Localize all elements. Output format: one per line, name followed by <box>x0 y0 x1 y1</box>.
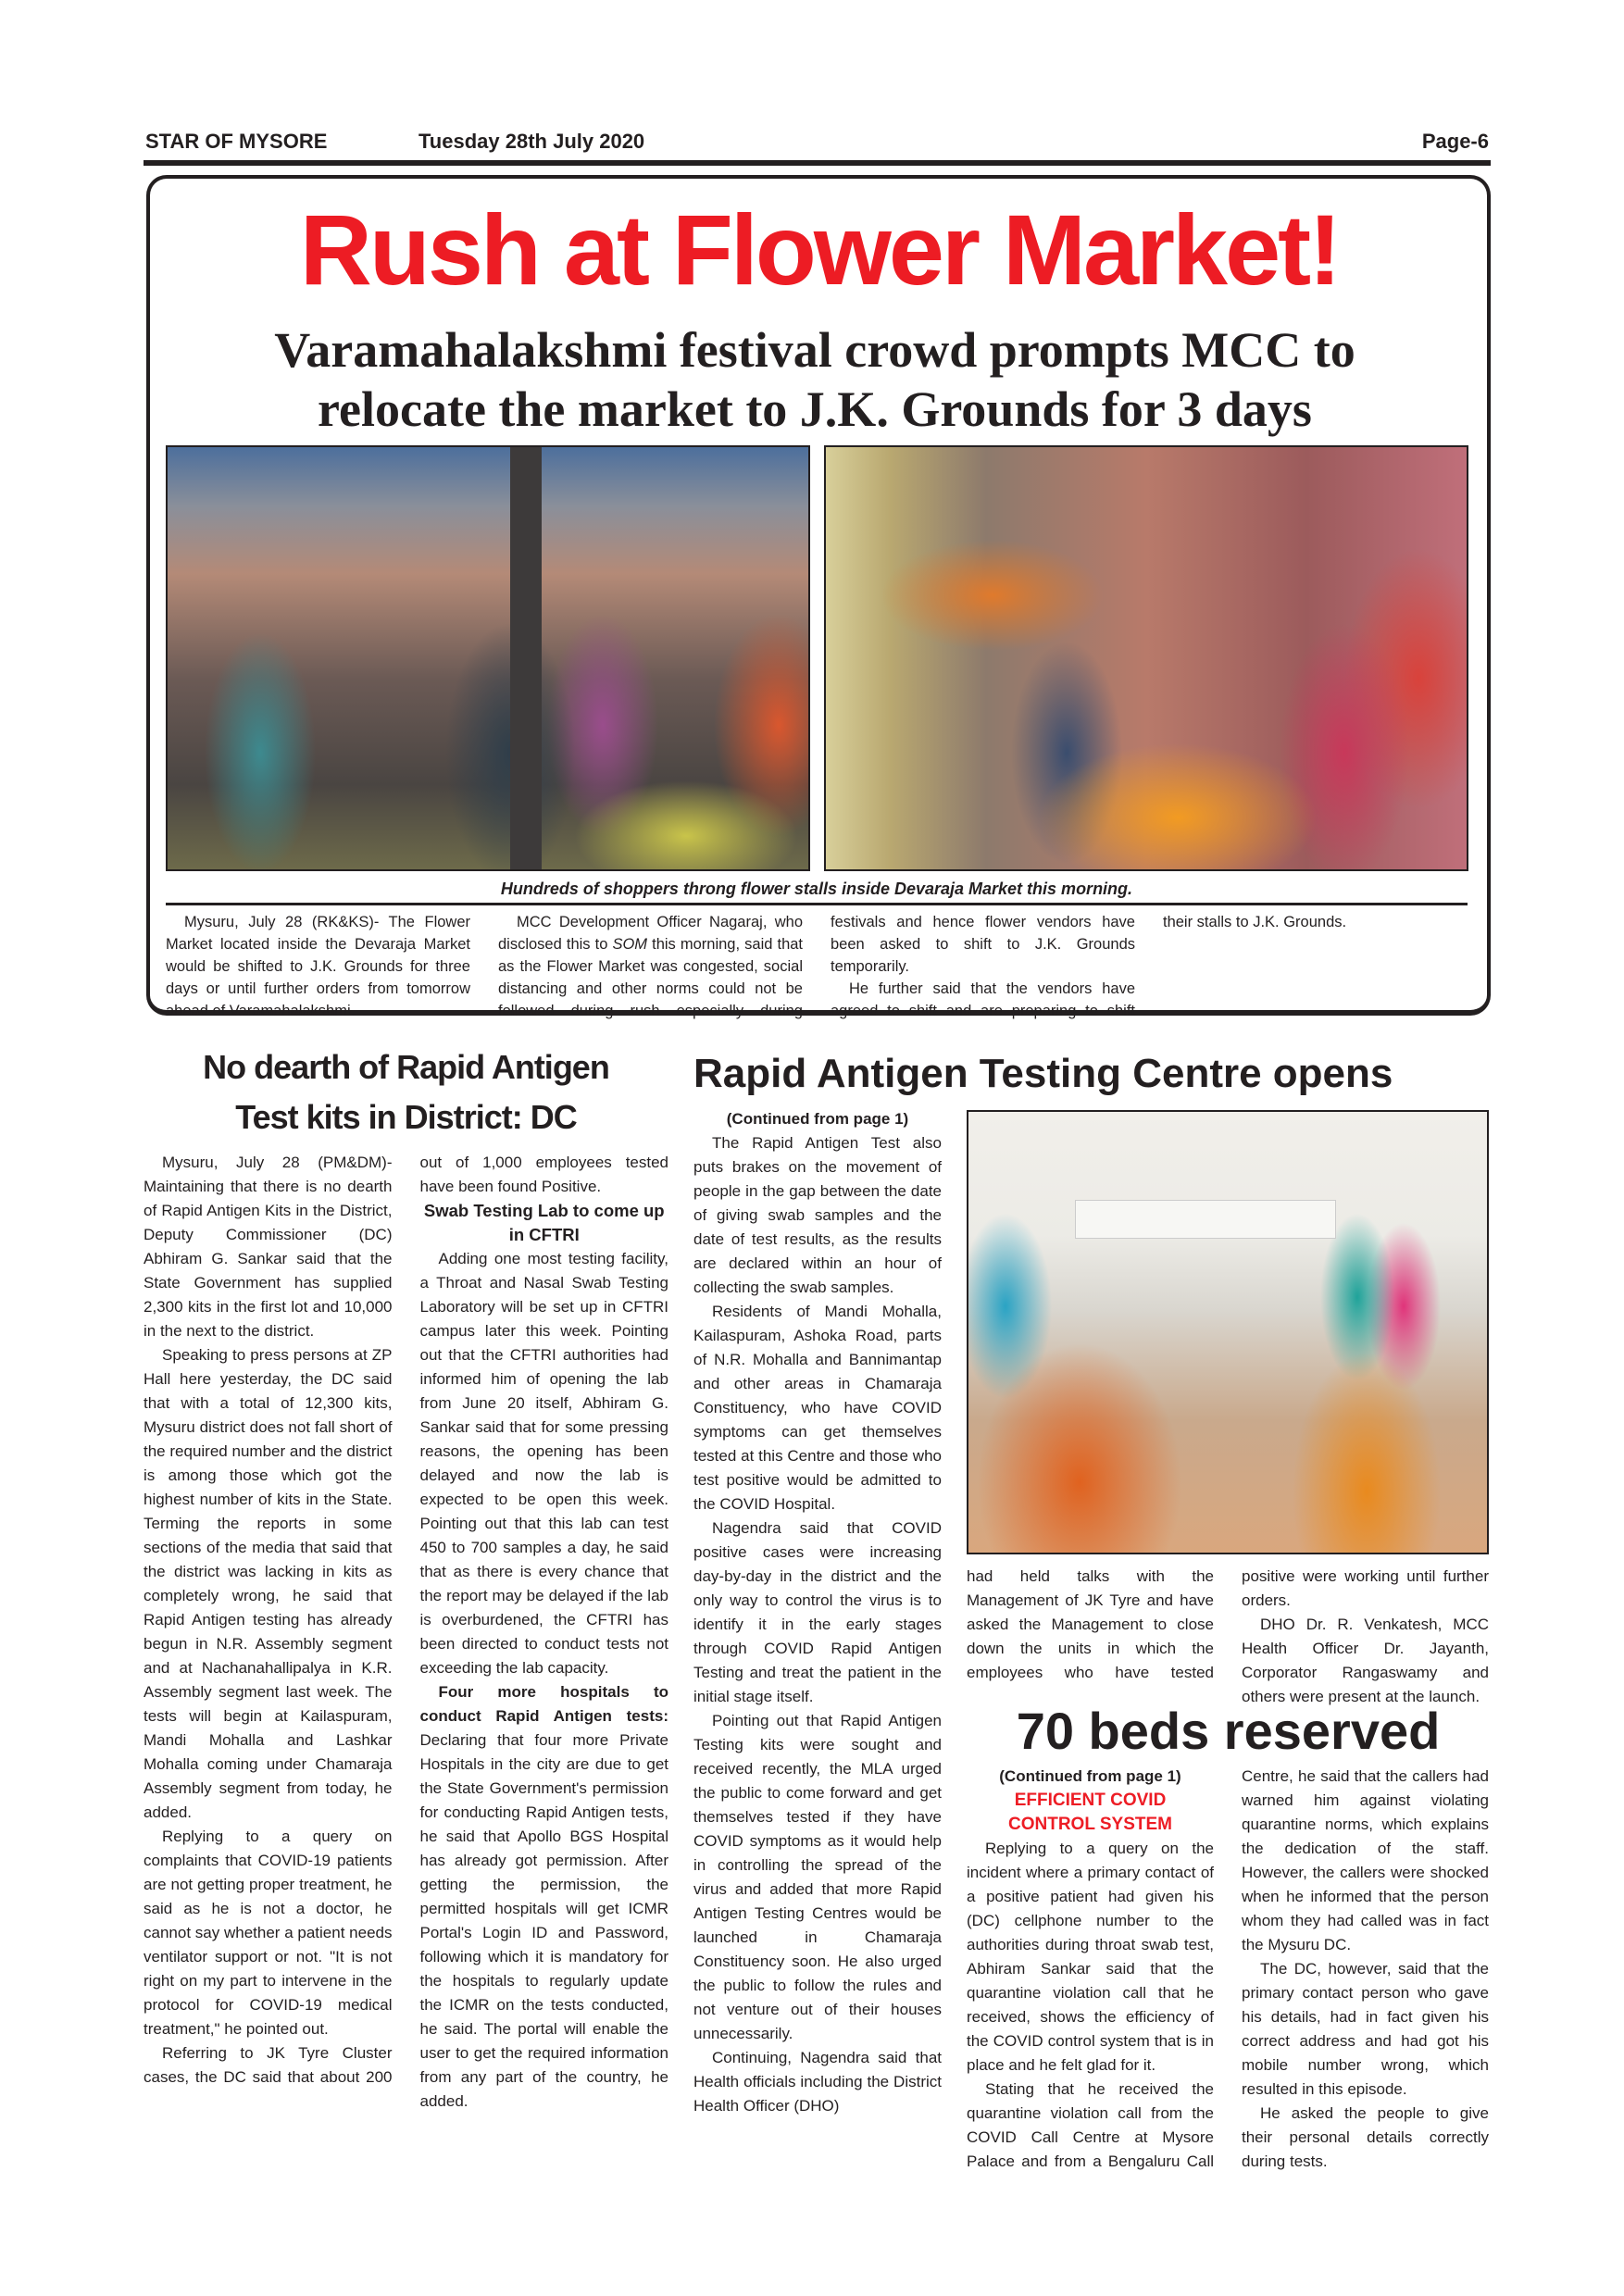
article-beds-subheading-line-1: EFFICIENT COVID <box>1014 1791 1167 1810</box>
paragraph: DHO Dr. R. Venkatesh, MCC Health Officer Dr. Jayanth, Corporator Rangaswamy and others were present at the launch. <box>1242 1616 1489 1705</box>
publication-name: STAR OF MYSORE <box>145 130 328 153</box>
emphasis: SOM <box>612 936 648 953</box>
paragraph: Replying to a query on complaints that COVID-19 patients are not getting proper treatment, he said as he is not a doctor, he cannot say whether a patient needs ventilator support or not. "It is not right on my part to intervene in the protocol for COVID-19 medical treatment," he pointed out. <box>144 1828 393 2038</box>
lead-in: Four more hospitals to conduct Rapid Antigen tests: <box>419 1683 668 1725</box>
paragraph: The Rapid Antigen Test also puts brakes on the movement of people in the gap between the date of giving swab samples and the date of test results, as the results are declared within an hour of collecting the swab samples. <box>693 1134 942 1296</box>
issue-date: Tuesday 28th July 2020 <box>418 130 645 153</box>
caption-rule <box>166 903 1468 905</box>
masthead-rule <box>144 160 1491 166</box>
paragraph: Speaking to press persons at ZP Hall here yesterday, the DC said that with a total of 12,300 kits, Mysuru district does not fall short of the required number and the district is among those which got the highest number of kits in the State. Terming the reports in some sections of the media that said that the district was lacking in kits as completely wrong, he said that Rapid Antigen testing has already begun in N.R. Assembly segment and at Nachanahallipalya in K.R. Assembly segment last week. The tests will begin at Kailaspuram, Mandi Mohalla and Lashkar Mohalla coming under Chamaraja Assembly segment from today, he added. <box>144 1346 393 1821</box>
paragraph: Mysuru, July 28 (PM&DM)- Maintaining that there is no dearth of Rapid Antigen Kits in the District, Deputy Commissioner (DC) Abhiram G. Sankar said that the State Government has supplied 2,300 kits in the first lot and 10,000 in the next to the district. <box>144 1154 393 1340</box>
feature-subhead-line-1: Varamahalakshmi festival crowd prompts MCC to <box>274 322 1355 378</box>
article-dc-heading-line-2: Test kits in District: DC <box>235 1098 577 1136</box>
article-beds-body <box>967 1765 1489 2174</box>
article-dc-heading <box>144 1042 668 1142</box>
article-dc-heading-line-1: No dearth of Rapid Antigen <box>203 1048 609 1086</box>
paragraph: The DC, however, said that the primary contact person who gave his details, had in fact given his correct address and had got his mobile number wrong, which resulted in this episode. <box>1242 1960 1489 2098</box>
page-number: Page-6 <box>1421 130 1489 153</box>
testing-centre-photo <box>967 1110 1489 1554</box>
flower-market-photo-right <box>824 445 1468 871</box>
continued-note: (Continued from page 1) <box>999 1767 1181 1785</box>
paragraph: Continuing, Nagendra said that Health officials including the District Health Officer (DHO) <box>693 2049 942 2115</box>
text: MCC Development Officer Nagaraj, who disclosed this to <box>498 914 803 953</box>
article-centre-continuation <box>967 1565 1489 1709</box>
flower-market-photo-left <box>166 445 810 871</box>
school-signboard <box>1075 1200 1336 1239</box>
paragraph: Referring to JK Tyre Cluster cases, the DC said that about 200 out of 1,000 employees tested have been found Positive. <box>144 1154 668 2086</box>
photo-caption: Hundreds of shoppers throng flower stalls inside Devaraja Market this morning. <box>500 880 1133 898</box>
paragraph: Replying to a query on the incident where a primary contact of a positive patient had given his (DC) cellphone number to the authorities during throat swab test, Abhiram Sankar said that the quarantine violation call that he received, shows the efficiency of the COVID control system that is in place and he felt glad for it. <box>967 1840 1214 2074</box>
paragraph: Adding one most testing facility, a Throat and Nasal Swab Testing Laboratory will be set up in CFTRI campus later this week. Pointing out that the CFTRI authorities had informed him of opening the lab from June 20 itself, Abhiram G. Sankar said that for some pressing reasons, the opening has been delayed and now the lab is expected to be open this week. Pointing out that this lab can test 450 to 700 samples a day, he said that as there is every chance that the report may be delayed if the lab is overburdened, the CFTRI has been directed to conduct tests not exceeding the lab capacity. <box>419 1250 668 1677</box>
feature-subhead-line-2: relocate the market to J.K. Grounds for 3 days <box>318 381 1312 437</box>
paragraph <box>420 1680 669 2114</box>
article-centre-heading: Rapid Antigen Testing Centre opens <box>693 1051 1393 1096</box>
text: Declaring that four more Private Hospitals in the city are due to get the State Government's permission for conducting Rapid Antigen tests, he said that Apollo BGS Hospital has already got permission. After getting the permission, the permitted hospitals will get ICMR Portal's Login ID and Password, following which it is mandatory for the hospitals to regularly update the ICMR on the tests conducted, he said. The portal will enable the user to get the required information from any part of the country, he added. <box>419 1731 668 2110</box>
pillar <box>510 447 542 869</box>
paragraph: Pointing out that Rapid Antigen Testing kits were sought and received recently, the MLA urged the public to come forward and get themselves tested if they have COVID symptoms as it would help in controlling the spread of the virus and added that more Rapid Antigen Testing Centres would be launched in Chamaraja Constituency soon. He also urged the public to follow the rules and not venture out of their houses unnecessarily. <box>693 1712 942 2042</box>
feature-paragraph: Mysuru, July 28 (RK&KS)- The Flower Market located inside the Devaraja Market would be shifted to J.K. Grounds for three days or until further orders from tomorrow ahead of Varamahalakshmi. <box>166 914 470 1019</box>
article-centre-column <box>693 1107 942 2118</box>
paragraph: Nagendra said that COVID positive cases were increasing day-by-day in the district and the only way to control the virus is to identify it in the early stages through COVID Rapid Antigen Testing and treat the patient in the initial stage itself. <box>693 1519 942 1705</box>
feature-body <box>166 911 1468 1022</box>
article-dc-subheading: Swab Testing Lab to come up in CFTRI <box>423 1201 665 1244</box>
article-beds-subheading-line-2: CONTROL SYSTEM <box>1008 1815 1172 1834</box>
text: this morning, said that as the Flower Market was congested, social distancing and other norms could not be followed during rush especially during festivals and hence flower vendors have been asked to shift to J.K. Grounds temporarily. <box>498 914 1135 1019</box>
article-beds-heading: 70 beds reserved <box>1016 1702 1441 1760</box>
paragraph: Stating that he received the quarantine violation call from the COVID Call Centre at Mysore Palace and from a Bengaluru Call Centre, he said that the callers had warned him against violating quarantine norms, which explains the dedication of the staff. However, the callers were shocked when he informed that the person whom they had called was in fact the Mysuru DC. <box>967 1767 1489 2170</box>
paragraph: had held talks with the Management of JK Tyre and have asked the Management to close down the units in which the employees who have tested positive were working until further orders. <box>967 1567 1489 1681</box>
paragraph: He asked the people to give their personal details correctly during tests. <box>1242 2104 1489 2170</box>
article-dc-body <box>144 1151 668 2114</box>
continued-note: (Continued from page 1) <box>726 1110 909 1128</box>
feature-headline: Rush at Flower Market! <box>299 193 1340 306</box>
feature-paragraph: He further said that the vendors have agreed to shift and are preparing to shift their stalls to J.K. Grounds. <box>831 914 1347 1019</box>
paragraph: Residents of Mandi Mohalla, Kailaspuram, Ashoka Road, parts of N.R. Mohalla and Bannimantap and other areas in Chamaraja Constituency, who have COVID symptoms can get themselves tested at this Centre and those who test positive would be admitted to the COVID Hospital. <box>693 1303 942 1513</box>
